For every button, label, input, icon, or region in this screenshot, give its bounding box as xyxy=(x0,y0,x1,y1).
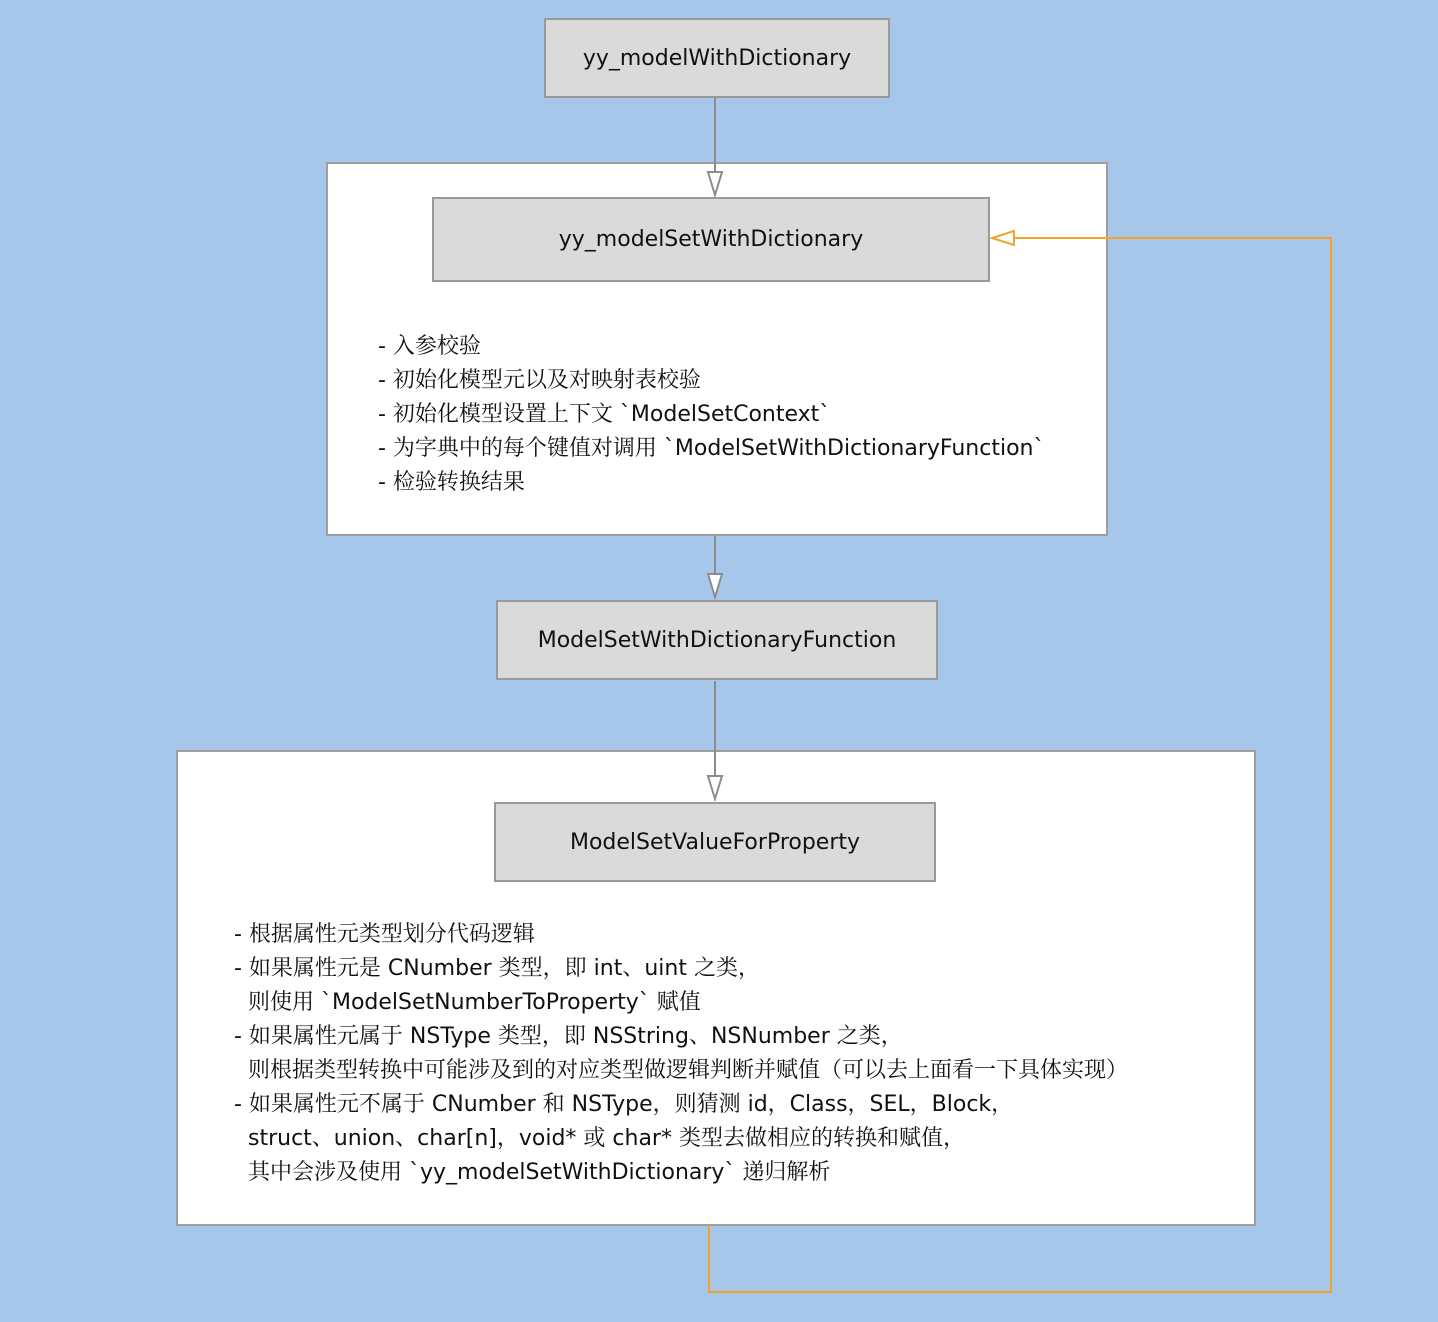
set-value-for-property-label: ModelSetValueForProperty xyxy=(569,829,861,855)
note-line: - 如果属性元属于 NSType 类型，即 NSString、NSNumber 之类， xyxy=(234,1024,903,1049)
set-value-for-property-notes xyxy=(234,918,1128,1190)
note-line: - 初始化模型元以及对映射表校验 xyxy=(378,368,701,393)
note-line: struct、union、char[n]，void* 或 char* 类型去做相应的转换和赋值， xyxy=(234,1126,965,1151)
dictionary-function-label: ModelSetWithDictionaryFunction xyxy=(537,627,897,653)
note-line: - 初始化模型设置上下文 `ModelSetContext` xyxy=(378,402,831,427)
note-line: - 如果属性元是 CNumber 类型，即 int、uint 之类， xyxy=(234,956,760,981)
entry-node-label: yy_modelWithDictionary xyxy=(582,45,852,71)
note-line: - 入参校验 xyxy=(378,334,481,359)
note-line: - 检验转换结果 xyxy=(378,470,525,495)
set-with-dictionary-notes xyxy=(378,330,1044,500)
note-line: - 如果属性元不属于 CNumber 和 NSType，则猜测 id，Class，SEL，Block， xyxy=(234,1092,1014,1117)
set-with-dictionary-node xyxy=(432,197,990,282)
dictionary-function-node xyxy=(496,600,938,680)
note-line: 其中会涉及使用 `yy_modelSetWithDictionary` 递归解析 xyxy=(234,1160,831,1185)
set-value-for-property-node xyxy=(494,802,936,882)
arrowhead-set-to-function xyxy=(708,574,722,597)
note-line: - 根据属性元类型划分代码逻辑 xyxy=(234,922,535,947)
note-line: 则使用 `ModelSetNumberToProperty` 赋值 xyxy=(234,990,701,1015)
note-line: 则根据类型转换中可能涉及到的对应类型做逻辑判断并赋值（可以去上面看一下具体实现） xyxy=(234,1058,1128,1083)
set-with-dictionary-label: yy_modelSetWithDictionary xyxy=(558,227,864,252)
entry-node xyxy=(544,18,890,98)
note-line: - 为字典中的每个键值对调用 `ModelSetWithDictionaryFunction` xyxy=(378,436,1045,461)
